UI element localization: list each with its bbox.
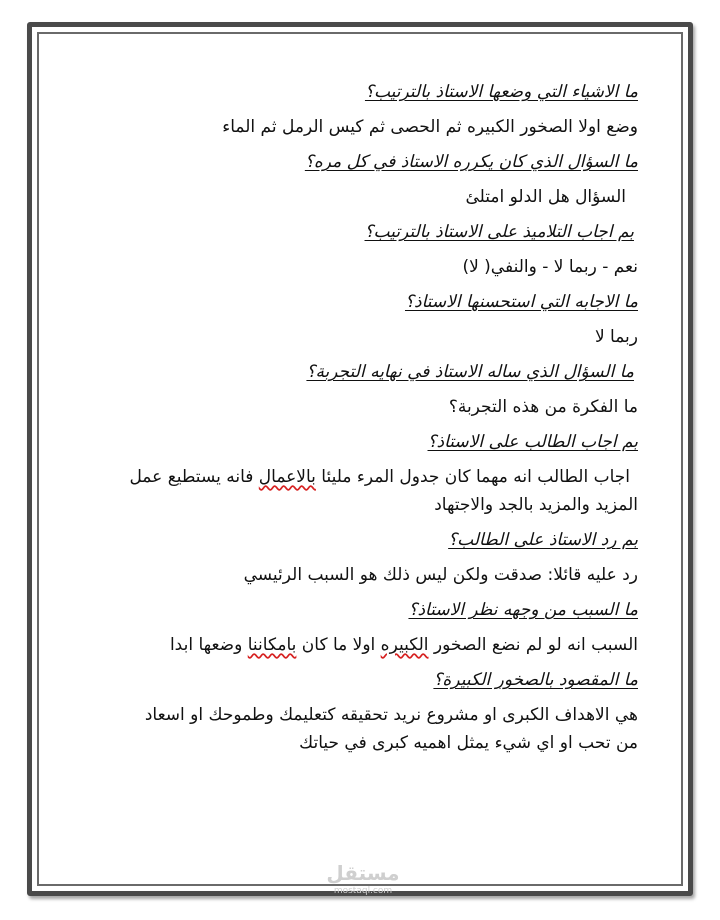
watermark-url: mostaql.com [333,886,393,896]
watermark-logo-text: مستقل [326,861,400,885]
document-body [82,80,638,758]
answer-4: ربما لا [594,327,638,347]
question-5: ما السؤال الذي ساله الاستاذ في نهايه التجربة؟ [306,362,634,382]
question-6: بم اجاب الطالب على الاستاذ؟ [427,432,638,452]
answer-8: السبب انه لو لم نضع الصخور الكبيره اولا ما كان بامكاننا وضعها ابدا [169,635,638,655]
question-8: ما السبب من وجهه نظر الاستاذ؟ [408,600,638,620]
question-4: ما الاجابه التي استحسنها الاستاذ؟ [404,292,638,312]
answer-2: السؤال هل الدلو امتلئ [465,187,626,207]
answer-7: رد عليه قائلا: صدقت ولكن ليس ذلك هو السبب الرئيسي [243,565,638,585]
answer-6-line-1: اجاب الطالب انه مهما كان جدول المرء مليئا بالاعمال فانه يستطيع عمل [129,467,630,487]
spellcheck-word: بالاعمال [258,467,316,487]
answer-1: وضع اولا الصخور الكبيره ثم الحصى ثم كيس الرمل ثم الماء [222,117,638,137]
question-3: بم اجاب التلاميذ على الاستاذ بالترتيب؟ [364,222,634,242]
question-7: بم رد الاستاذ على الطالب؟ [448,530,638,550]
answer-5: ما الفكرة من هذه التجربة؟ [448,397,638,417]
answer-9-line-2: من تحب او اي شيء يمثل اهميه كبرى في حياتك [299,733,638,753]
spellcheck-word: بامكاننا [247,635,297,655]
question-1: ما الاشياء التي وضعها الاستاذ بالترتيب؟ [364,82,638,102]
question-9: ما المقصود بالصخور الكبيرة؟ [433,670,638,690]
question-2: ما السؤال الذي كان يكرره الاستاذ في كل مره؟ [304,152,638,172]
mostaql-watermark [318,860,408,910]
answer-9-line-1: هي الاهداف الكبرى او مشروع نريد تحقيقه كتعليمك وطموحك او اسعاد [144,705,638,725]
spellcheck-word: الكبيره [380,635,429,655]
answer-3: نعم - ربما لا - والنفي( لا) [462,257,638,277]
answer-6-line-2: المزيد والمزيد بالجد والاجتهاد [434,495,638,515]
